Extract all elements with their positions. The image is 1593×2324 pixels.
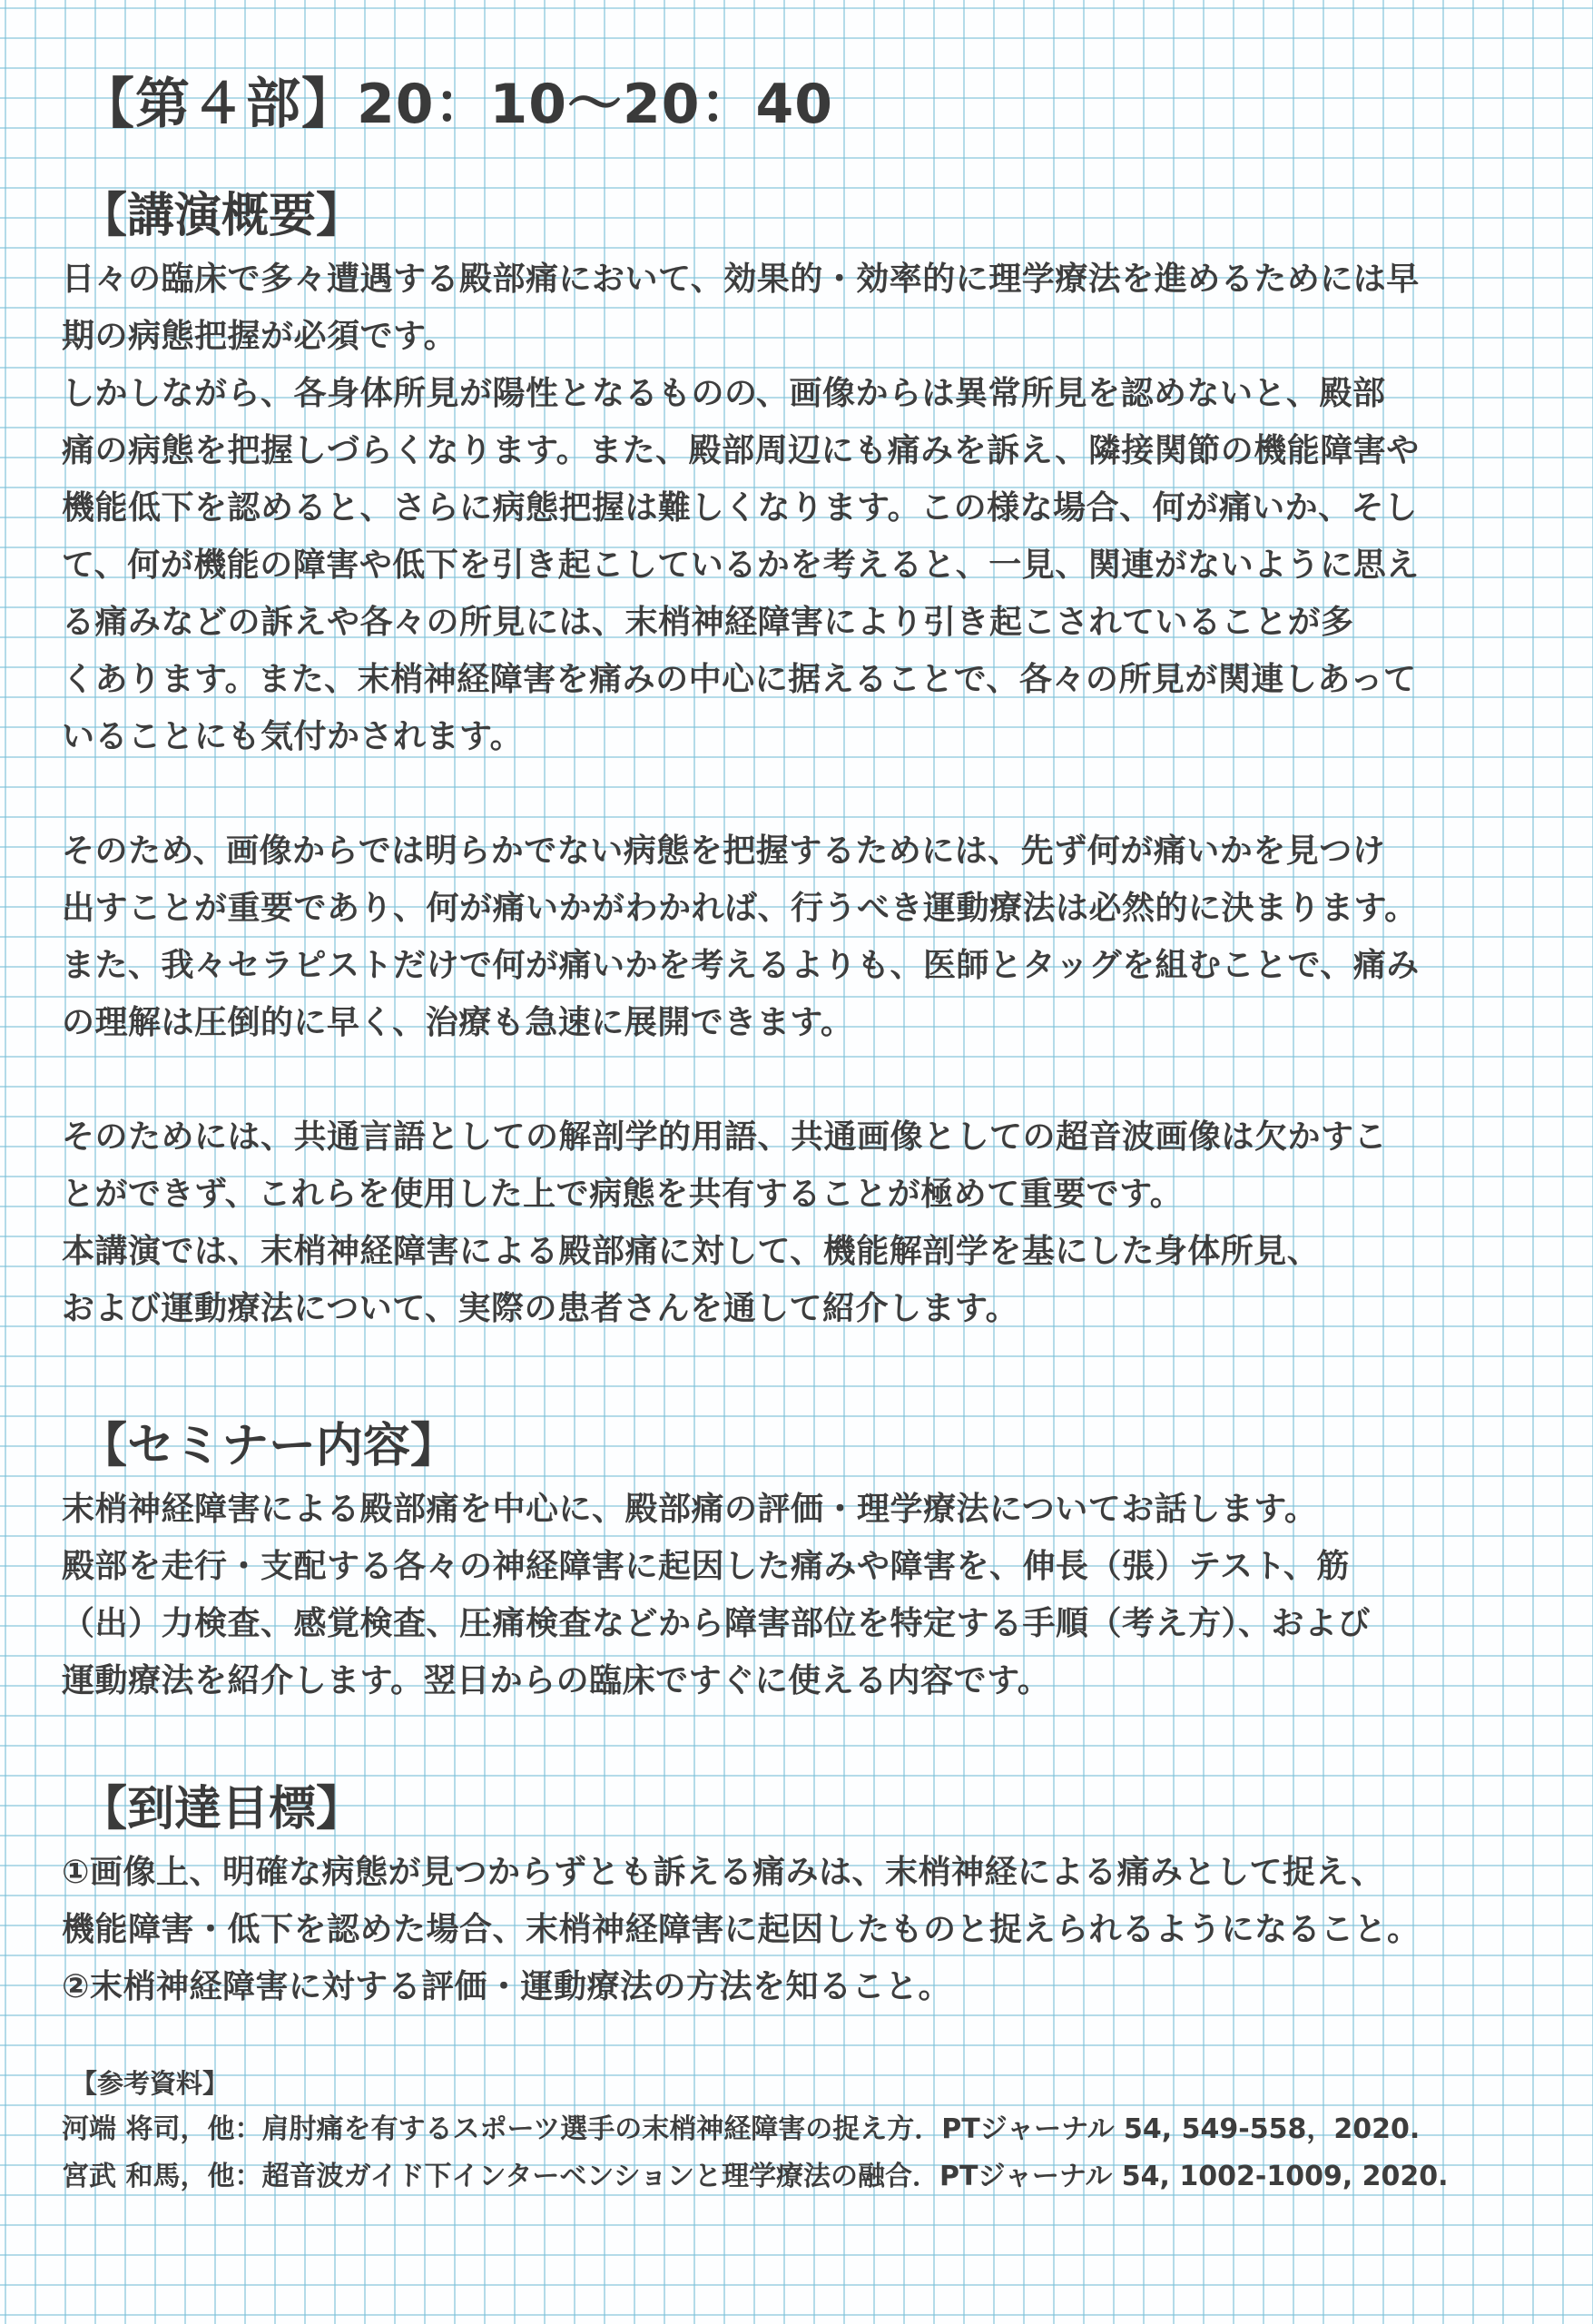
references-list [62,2106,1550,2201]
reference-item: 宮武 和馬，他：超音波ガイド下インターベンションと理学療法の融合．PTジャーナル 54, 1002-1009, 2020. [62,2161,1449,2192]
seminar-line: 殿部を走行・支配する各々の神経障害に起因した痛みや障害を、伸長（張）テスト、筋 [62,1548,1350,1585]
goals-heading: 【到達目標】 [80,1782,364,1837]
seminar-line: （出）力検査、感覚検査、圧痛検査などから障害部位を特定する手順（考え方）、および [62,1605,1372,1642]
overview-line: しかしながら、各身体所見が陽性となるものの、画像からは異常所見を認めないと、殿部 [62,375,1386,412]
overview-line: そのため、画像からでは明らかでない病態を把握するためには、先ず何が痛いかを見つけ [62,832,1386,870]
goal-line: 機能障害・低下を認めた場合、末梢神経障害に起因したものと捉えられるようになること。 [62,1911,1421,1948]
overview-line: および運動療法について、実際の患者さんを通して紹介します。 [62,1290,1019,1327]
paragraph-gap [62,1051,1550,1108]
overview-line: また、我々セラピストだけで何が痛いかを考えるよりも、医師とタッグを組むことで、痛み [62,947,1420,984]
page-title: 【第４部】20：10〜20：40 [80,73,833,136]
seminar-line: 末梢神経障害による殿部痛を中心に、殿部痛の評価・理学療法についてお話します。 [62,1491,1318,1528]
reference-item: 河端 将司，他：肩肘痛を有するスポーツ選手の末梢神経障害の捉え方．PTジャーナル 54, 549-558，2020. [62,2113,1421,2145]
overview-line: 日々の臨床で多々遭遇する殿部痛において、効果的・効率的に理学療法を進めるためには早 [62,261,1420,298]
goals-body [62,1844,1550,2015]
overview-body [62,251,1550,1337]
document-page [62,64,1550,2201]
overview-line: 本講演では、末梢神経障害による殿部痛に対して、機能解剖学を基にした身体所見、 [62,1233,1321,1270]
paragraph-gap [62,765,1550,822]
seminar-heading: 【セミナー内容】 [80,1419,458,1473]
overview-heading: 【講演概要】 [80,189,364,243]
goal-line: ①画像上、明確な病態が見つからずとも訴える痛みは、末梢神経による痛みとして捉え、 [62,1854,1384,1891]
references-heading: 【参考資料】 [71,2068,230,2099]
overview-line: 出すことが重要であり、何が痛いかがわかれば、行うべき運動療法は必然的に決まります。 [62,890,1418,927]
overview-line: の理解は圧倒的に早く、治療も急速に展開できます。 [62,1004,854,1041]
overview-line: 期の病態把握が必須です。 [62,318,457,355]
overview-line: て、何が機能の障害や低下を引き起こしているかを考えると、一見、関連がないように思え [62,547,1420,584]
overview-line: る痛みなどの訴えや各々の所見には、末梢神経障害により引き起こされていることが多 [62,604,1354,641]
goal-line: ②末梢神経障害に対する評価・運動療法の方法を知ること。 [62,1968,951,2005]
seminar-body [62,1481,1550,1709]
overview-line: いることにも気付かされます。 [62,718,524,755]
overview-line: 機能低下を認めると、さらに病態把握は難しくなります。この様な場合、何が痛いか、そし [62,489,1418,527]
overview-line: とができず、これらを使用した上で病態を共有することが極めて重要です。 [62,1176,1184,1213]
overview-line: くあります。また、末梢神経障害を痛みの中心に据えることで、各々の所見が関連しあって [62,661,1417,698]
overview-line: そのためには、共通言語としての解剖学的用語、共通画像としての超音波画像は欠かすこ [62,1118,1388,1156]
seminar-line: 運動療法を紹介します。翌日からの臨床ですぐに使える内容です。 [62,1662,1051,1699]
overview-line: 痛の病態を把握しづらくなります。また、殿部周辺にも痛みを訴え、隣接関節の機能障害や [62,432,1420,469]
